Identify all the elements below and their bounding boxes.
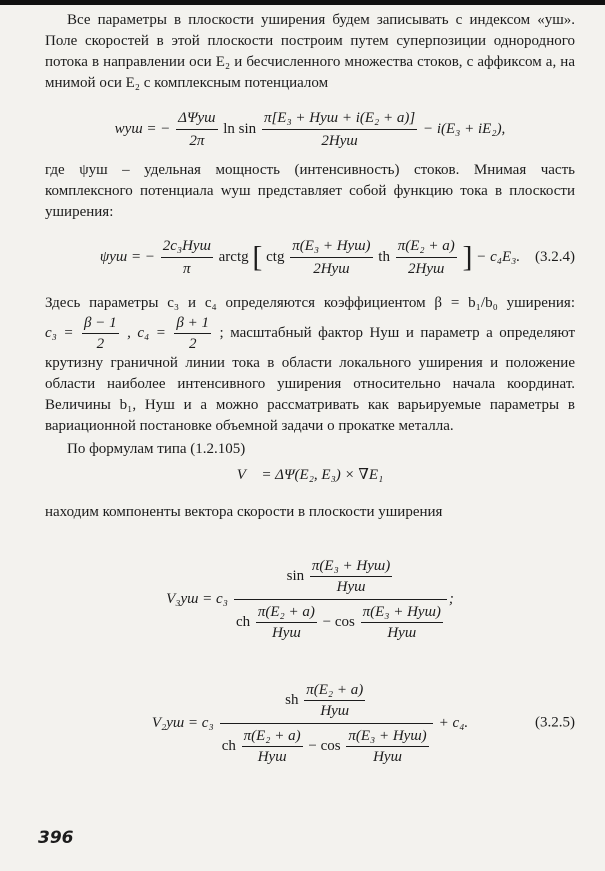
eq-v3-lhs: V₃уш = c₃ [166, 590, 228, 607]
eq-psi-ctg: ctg [266, 249, 285, 265]
eq-v2-num-den: Hуш [320, 702, 350, 719]
eq-v2-den-cos: − cos [308, 737, 341, 754]
eq-v2-num [220, 681, 433, 724]
eq-psi-coef-den: π [183, 261, 191, 278]
eq-w-coef [176, 108, 217, 151]
eq-v3-den-cos-den: Hуш [387, 624, 417, 641]
bracket-open: [ [252, 240, 263, 274]
c3-num: β − 1 [82, 314, 119, 334]
eq-w-lhs: wуш = − [114, 121, 171, 137]
coefficients-lead: Здесь параметры c₃ и c₄ определяются коэффициентом β = b₁/b₀ уширения: [45, 295, 575, 311]
eq-v3-body [166, 545, 454, 653]
eq-v3-den-cos: − cos [322, 613, 355, 630]
eq-v2-tail: + c₄. [438, 714, 469, 731]
eq-psi-tail: − c₄E₃. [476, 249, 521, 265]
eq-v3-frac [234, 557, 447, 642]
eq-w-coef-den: 2π [189, 133, 205, 150]
eq-v2-lhs: V₂уш = c₃ [151, 714, 214, 731]
eq-psi-ctg-den: 2Hуш [313, 261, 350, 278]
eq-v3-den-cos-num: π(E₃ + Hуш) [361, 603, 443, 623]
eq-v3-num-den: Hуш [336, 578, 366, 595]
c4-frac [174, 314, 211, 353]
equation-v3 [45, 545, 575, 653]
eq-psi-coef-num: 2c₃Hуш [161, 236, 213, 258]
eq-psi-th: th [378, 249, 390, 265]
paragraph-velocity-components: находим компоненты вектора скорости в плоскости уширения [45, 504, 443, 520]
equation-complex-potential [45, 98, 575, 160]
coefficients-rest: ; масштабный фактор Hуш и параметр a определяют крутизну граничной линии тока в области локального уширения и положение области наиболее интенсивного уширения относительно начала координат. Величины b₁, Hуш и a можно рассматривать как варьируемые параметры в вариационной постановке объемной задачи о прокатке металла. [45, 324, 576, 434]
eq-v2-num-frac [304, 681, 365, 720]
equation-number-3-2-5: (3.2.5) [535, 714, 575, 731]
eq-psi-th-num: π(E₂ + a) [396, 236, 457, 258]
equation-3-2-5 [45, 669, 575, 777]
eq-v2-num-num: π(E₂ + a) [304, 681, 365, 701]
c3-lhs: c₃ = [45, 324, 74, 341]
eq-v3-den-ch-frac [256, 603, 317, 642]
eq-psi-th-den: 2Hуш [408, 261, 445, 278]
eq-v3-den-cos-frac [361, 603, 443, 642]
equation-velocity-vector: V⃗ = ΔΨ(E₂, E₃) × ∇E₁ [236, 467, 384, 483]
paragraph-stream-function: где ψуш – удельная мощность (интенсивность) стоков. Мнимая часть комплексного потенциала wуш представляет собой функцию тока в плоскости уширения: [45, 162, 575, 220]
page-number: 396 [38, 828, 74, 848]
eq-v2-den-cos-den: Hуш [373, 748, 402, 765]
scan-edge [0, 0, 605, 5]
eq-psi-th-frac [396, 236, 457, 279]
eq-v2-den-cos-frac [346, 727, 428, 766]
equation-3-2-4 [45, 223, 575, 291]
eq-v2-den-cos-num: π(E₃ + Hуш) [346, 727, 428, 747]
eq-w-func: ln sin [223, 121, 257, 137]
page-body [45, 10, 575, 777]
c4-lhs: , c₄ = [127, 324, 166, 341]
eq-v3-num-frac [310, 557, 392, 596]
c3-den: 2 [96, 336, 105, 352]
eq-w-tail: − i(E₃ + iE₂), [422, 121, 506, 137]
eq-v2-den-ch-den: Hуш [257, 748, 287, 765]
c4-den: 2 [188, 336, 197, 352]
eq-v3-den-ch-num: π(E₂ + a) [256, 603, 317, 623]
eq-v2-den-ch-frac [242, 727, 303, 766]
eq-v3-num-num: π(E₃ + Hуш) [310, 557, 392, 577]
eq-v2-body [152, 669, 468, 777]
eq-v3-num [234, 557, 447, 600]
eq-v3-den [234, 600, 447, 642]
eq-psi-coef [161, 236, 213, 279]
eq-v2-num-func: sh [285, 691, 299, 708]
bracket-close: ] [462, 240, 473, 274]
eq-w-arg-num: π[E₃ + Hуш + i(E₂ + a)] [262, 108, 417, 130]
eq-v2-den-ch-num: π(E₂ + a) [242, 727, 303, 747]
eq-v2-den-ch: ch [221, 737, 236, 754]
paragraph-intro: Все параметры в плоскости уширения будем записывать с индексом «уш». Поле скоростей в этой плоскости построим путем суперпозиции однородного потока в направлении оси E₂ и бесчисленного множества стоков, с аффиксом a, на мнимой оси E₂ с комплексным потенциалом [45, 12, 575, 91]
eq-v3-tail: ; [448, 590, 454, 607]
eq-v2-frac [220, 681, 433, 766]
eq-v3-num-func: sin [286, 567, 305, 584]
c4-num: β + 1 [174, 314, 211, 334]
paragraph-formula-ref: По формулам типа (1.2.105) [67, 441, 246, 457]
eq-psi-ctg-frac [290, 236, 372, 279]
equation-number-3-2-4: (3.2.4) [535, 249, 575, 265]
eq-w-coef-num: ΔΨуш [176, 108, 217, 130]
eq-v3-den-ch: ch [235, 613, 251, 630]
eq-w-arg-den: 2Hуш [321, 133, 358, 150]
eq-v2-den [220, 724, 433, 766]
c3-frac [82, 314, 119, 353]
eq-psi-lhs: ψуш = − [99, 249, 155, 265]
eq-psi-func: arctg [218, 249, 249, 265]
eq-v3-den-ch-den: Hуш [271, 624, 301, 641]
eq-w-arg [262, 108, 417, 151]
paragraph-coefficients [45, 293, 575, 437]
eq-psi-ctg-num: π(E₃ + Hуш) [290, 236, 372, 258]
